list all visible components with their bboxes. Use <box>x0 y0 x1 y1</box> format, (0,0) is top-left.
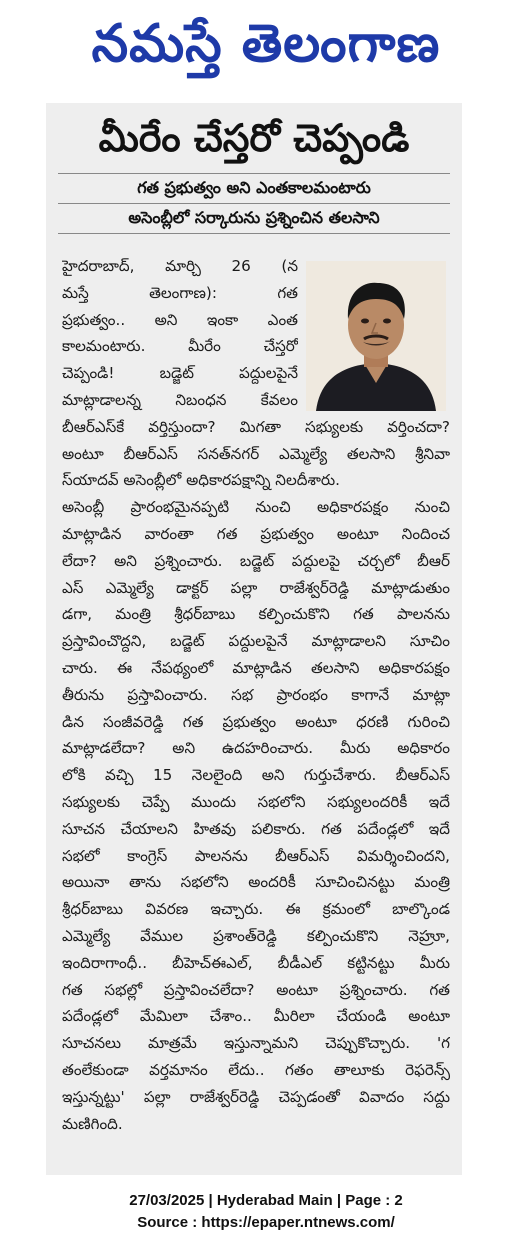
body-line: ఎస్ ఎమ్మెల్యే డాక్టర్ పల్లా రాజేశ్వర్‌రెడ్డి మాట్లాడుతుం <box>62 578 450 597</box>
body-line: ఇస్తున్నట్టు' పల్లా రాజేశ్వర్‌రెడ్డి చెప్పడంతో వివాదం సద్దు <box>62 1087 450 1106</box>
body-line: పదేండ్లలో మేమిలా చేశాం.. మీరిలా చేయండి అంటూ <box>62 1007 450 1026</box>
body-line: డగా, మంత్రి శ్రీధర్‌బాబు కల్పించుకొని గత పాలనను <box>62 605 450 624</box>
body-line: మణిగింది. <box>62 1114 123 1133</box>
article-body <box>62 253 450 1137</box>
divider <box>58 173 450 174</box>
article-subhead-2: అసెంబ్లీలో సర్కారును ప్రశ్నించిన తలసాని <box>128 208 380 227</box>
body-line: సభలో కాంగ్రెస్ పాలనను బీఆర్ఎస్ విమర్శించిందని, <box>62 846 450 865</box>
body-line: శ్రీధర్‌బాబు వివరణ ఇచ్చారు. ఈ క్రమంలో బాల్కొండ <box>62 900 450 919</box>
article-clipping <box>46 103 462 1175</box>
body-line: లేదా? అని ప్రశ్నించారు. బడ్జెట్ పద్దులపై చర్చలో బీఆర్ <box>62 551 450 570</box>
footer-source: Source : https://epaper.ntnews.com/ <box>137 1214 395 1231</box>
body-line: కాలమంటారు. మీరేం చేస్తరో <box>62 337 298 356</box>
body-line: బీఆర్ఎస్‌కే వర్తిస్తుందా? మిగతా సభ్యులకు వర్తించదా? <box>62 417 450 436</box>
article-subhead-1: గత ప్రభుత్వం అని ఎంతకాలమంటారు <box>137 178 371 197</box>
body-line: అసెంబ్లీ ప్రారంభమైనప్పటి నుంచి అధికారపక్షం నుంచి <box>62 498 450 517</box>
body-line: ఎమ్మెల్యే వేముల ప్రశాంత్‌రెడ్డి కల్పించుకొని నెహ్రూ, <box>62 926 450 945</box>
body-line: సభ్యులకు చెప్పే ముందు సభలోని సభ్యులందరికీ ఇదే <box>62 792 450 811</box>
article-headline: మీరేం చేస్తరో చెప్పండి <box>98 116 410 160</box>
body-line: ప్రభుత్వం.. అని ఇంకా ఎంత <box>62 310 298 329</box>
body-line: అయినా తాను సభలోని అందరికీ సూచించినట్టు మంత్రి <box>62 873 450 892</box>
footer-date-edition: 27/03/2025 | Hyderabad Main | Page : 2 <box>129 1192 403 1209</box>
body-line: మాట్లాడాలన్న నిబంధన కేవలం <box>62 390 298 409</box>
body-line: హైదరాబాద్, మార్చి 26 (న <box>62 257 298 275</box>
body-line: డిన సంజీవరెడ్డి గత ప్రభుత్వం అంటూ ధరణి గురించి <box>62 712 450 731</box>
body-line: సూచన చేయాలని హితవు పలికారు. గత పదేండ్లలో ఇదే <box>62 819 450 838</box>
body-line: ఇందిరాగాంధీ.. బీహెచ్ఈఎల్, బీడీఎల్ కట్టినట్టు మీరు <box>62 953 450 972</box>
divider <box>58 203 450 204</box>
masthead-logo: నమస్తే తెలంగాణ <box>91 14 441 74</box>
body-line: గత సభల్లో ప్రస్తావించలేదా? అంటూ ప్రశ్నించారు. గత <box>62 980 450 999</box>
divider <box>58 233 450 234</box>
body-line: మాట్లాడలేదా? అని ఉదహరించారు. మీరు అధికారం <box>62 739 450 758</box>
body-line: సూచనలు మాత్రమే ఇస్తున్నామని చెప్పుకొచ్చారు. 'గ <box>62 1034 450 1053</box>
body-line: తంలేకుండా వర్తమానం లేదు.. గతం తాలూకు రెఫరెన్స్ <box>62 1060 450 1079</box>
body-line: తీరును ప్రస్తావించారు. సభ ప్రారంభం కాగానే మాట్లా <box>62 685 450 704</box>
body-line: లోకి వచ్చి 15 నెలలైంది అని గుర్తుచేశారు. బీఆర్ఎస్ <box>62 766 450 785</box>
body-line: మాట్లాడిన వారంతా గత ప్రభుత్వం అంటూ నిందించ <box>62 524 450 543</box>
body-line: అంటూ బీఆర్ఎస్ సనత్‌నగర్ ఎమ్మెల్యే తలసాని శ్రీనివా <box>62 444 450 463</box>
body-line: చెప్పండి! బడ్జెట్ పద్దులపైనే <box>62 364 298 383</box>
body-line: ప్రస్తావించొద్దని, బడ్జెట్ పద్దులపైనే మాట్లాడాలని సూచిం <box>62 632 450 651</box>
masthead <box>0 0 532 88</box>
body-line: స్‌యాదవ్ అసెంబ్లీలో అధికారపక్షాన్ని నిలదీశారు. <box>62 471 340 490</box>
body-line: చారు. ఈ నేపథ్యంలో మాట్లాడిన తలసాని అధికారపక్షం <box>62 658 450 677</box>
body-line: మస్తే తెలంగాణ): గత <box>62 283 298 302</box>
